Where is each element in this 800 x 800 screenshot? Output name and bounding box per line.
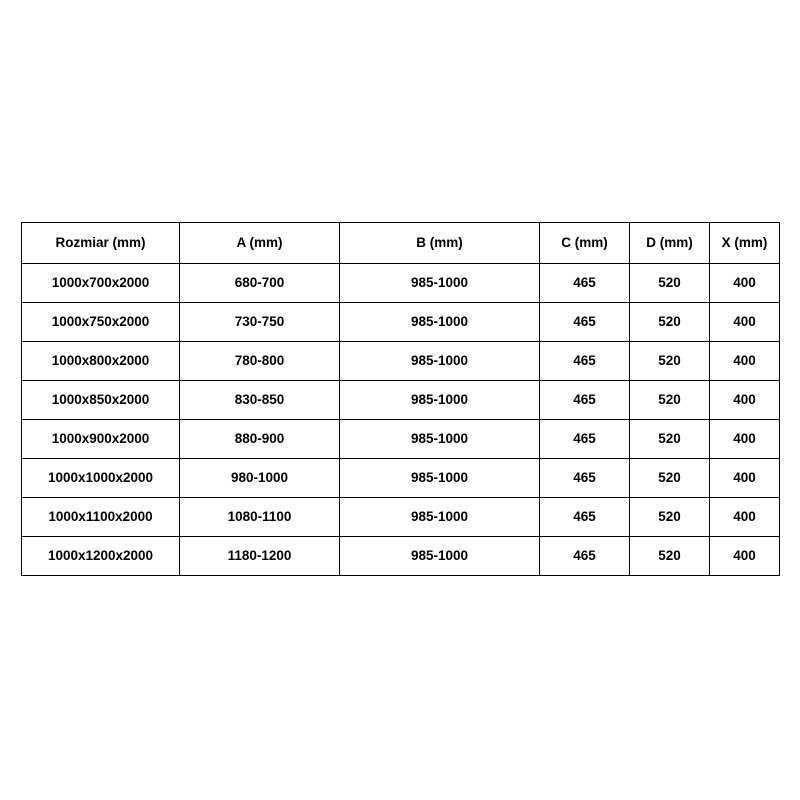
cell-d: 520 [630,420,710,459]
cell-x: 400 [710,303,780,342]
table-row [22,264,780,303]
cell-b: 985-1000 [340,303,540,342]
cell-size: 1000x750x2000 [22,303,180,342]
dimensions-table-container [21,222,779,576]
table-row [22,381,780,420]
cell-a: 780-800 [180,342,340,381]
cell-x: 400 [710,498,780,537]
cell-b: 985-1000 [340,498,540,537]
cell-size: 1000x900x2000 [22,420,180,459]
table-row [22,537,780,576]
column-header-a: A (mm) [180,223,340,264]
cell-b: 985-1000 [340,459,540,498]
table-row [22,303,780,342]
table-row [22,342,780,381]
cell-a: 980-1000 [180,459,340,498]
cell-b: 985-1000 [340,381,540,420]
column-header-c: C (mm) [540,223,630,264]
cell-x: 400 [710,537,780,576]
cell-x: 400 [710,381,780,420]
table-header [22,223,780,264]
cell-b: 985-1000 [340,264,540,303]
cell-d: 520 [630,459,710,498]
cell-size: 1000x1100x2000 [22,498,180,537]
column-header-b: B (mm) [340,223,540,264]
column-header-d: D (mm) [630,223,710,264]
cell-c: 465 [540,342,630,381]
cell-c: 465 [540,303,630,342]
cell-x: 400 [710,420,780,459]
cell-a: 830-850 [180,381,340,420]
cell-c: 465 [540,420,630,459]
cell-a: 730-750 [180,303,340,342]
cell-size: 1000x850x2000 [22,381,180,420]
cell-size: 1000x1200x2000 [22,537,180,576]
column-header-x: X (mm) [710,223,780,264]
table-row [22,498,780,537]
cell-c: 465 [540,459,630,498]
cell-d: 520 [630,537,710,576]
cell-a: 680-700 [180,264,340,303]
cell-a: 1080-1100 [180,498,340,537]
cell-c: 465 [540,498,630,537]
cell-a: 880-900 [180,420,340,459]
table-body [22,264,780,576]
table-row [22,459,780,498]
cell-b: 985-1000 [340,342,540,381]
cell-x: 400 [710,342,780,381]
column-header-size: Rozmiar (mm) [22,223,180,264]
table-row [22,420,780,459]
cell-d: 520 [630,264,710,303]
table-header-row [22,223,780,264]
cell-b: 985-1000 [340,537,540,576]
cell-size: 1000x800x2000 [22,342,180,381]
cell-c: 465 [540,264,630,303]
cell-d: 520 [630,342,710,381]
cell-c: 465 [540,537,630,576]
cell-a: 1180-1200 [180,537,340,576]
cell-c: 465 [540,381,630,420]
cell-x: 400 [710,264,780,303]
cell-d: 520 [630,498,710,537]
cell-x: 400 [710,459,780,498]
dimensions-table [21,222,780,576]
cell-d: 520 [630,303,710,342]
cell-size: 1000x1000x2000 [22,459,180,498]
cell-size: 1000x700x2000 [22,264,180,303]
cell-d: 520 [630,381,710,420]
cell-b: 985-1000 [340,420,540,459]
